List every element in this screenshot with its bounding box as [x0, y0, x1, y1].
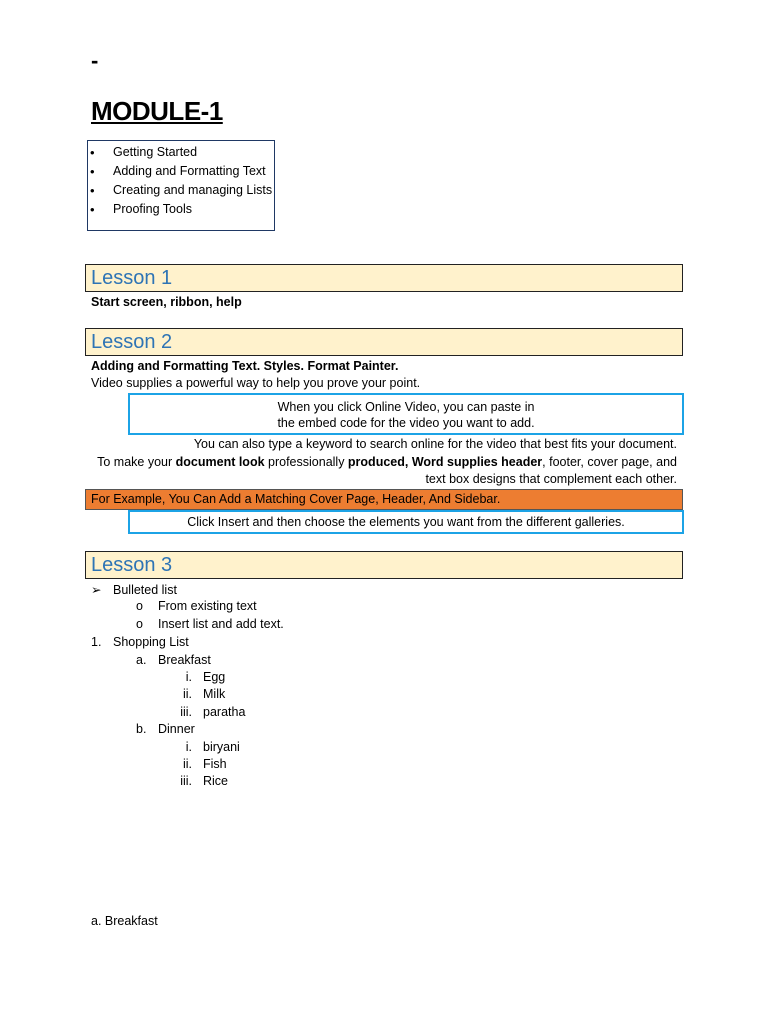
list-label: Shopping List [113, 635, 189, 649]
list-label: paratha [203, 705, 246, 719]
list-label: Egg [203, 670, 226, 684]
topic-label: Creating and managing Lists [113, 183, 273, 197]
lesson-1-subtitle: Start screen, ribbon, help [91, 295, 242, 309]
list-roman: i. [185, 740, 192, 754]
circle-bullet-icon: o [136, 599, 143, 613]
topic-label: Adding and Formatting Text [113, 164, 266, 178]
topic-label: Proofing Tools [113, 202, 192, 216]
keyword-paragraph: You can also type a keyword to search online for the video that best fits your document. [193, 437, 677, 451]
list-item [136, 617, 284, 631]
bullet-icon: • [90, 202, 95, 217]
dash-mark: - [91, 48, 99, 73]
list-label: Dinner [158, 722, 195, 736]
list-item [136, 599, 257, 613]
list-label: Insert list and add text. [158, 617, 284, 631]
insert-callout-box: Click Insert and then choose the elements you want from the different galleries. [128, 510, 684, 534]
list-label: Rice [203, 774, 229, 788]
list-item [136, 722, 195, 736]
bullet-icon: • [90, 145, 95, 160]
para-bold-text: document look [175, 455, 265, 469]
para-text: , footer, cover page, and [542, 455, 677, 469]
lesson-3-heading: Lesson 3 [85, 551, 683, 579]
design-paragraph [85, 455, 677, 469]
list-label: biryani [203, 740, 240, 754]
para-text: To make your [97, 455, 176, 469]
list-roman: ii. [182, 687, 192, 701]
bullet-icon: • [90, 164, 95, 179]
list-label: Fish [203, 757, 227, 771]
example-highlight-bar: For Example, You Can Add a Matching Cover Page, Header, And Sidebar. [85, 489, 683, 510]
list-roman: i. [185, 670, 192, 684]
lesson-1-heading: Lesson 1 [85, 264, 683, 292]
topics-box [87, 140, 275, 231]
para-text: professionally [264, 455, 348, 469]
lesson-2-subtitle: Adding and Formatting Text. Styles. Format Painter. [91, 359, 399, 373]
list-letter: b. [136, 722, 147, 736]
topic-label: Getting Started [113, 145, 198, 159]
list-item [136, 653, 211, 667]
list-roman: iii. [180, 774, 192, 788]
callout-line: When you click Online Video, you can paste in [277, 400, 535, 414]
lesson-2-heading: Lesson 2 [85, 328, 683, 356]
list-roman: ii. [182, 757, 192, 771]
design-paragraph-line2: text box designs that complement each other. [425, 472, 677, 486]
para-bold-text: produced, Word supplies header [347, 455, 543, 469]
list-item [91, 582, 177, 597]
footer-note: a. Breakfast [91, 914, 158, 928]
module-title: MODULE-1 [91, 96, 223, 126]
lesson-2-intro: Video supplies a powerful way to help you prove your point. [91, 376, 421, 390]
arrow-bullet-icon: ➢ [91, 583, 102, 597]
list-number: 1. [91, 635, 102, 649]
list-label: From existing text [158, 599, 257, 613]
list-letter: a. [136, 653, 147, 667]
bullet-icon: • [90, 183, 95, 198]
list-label: Bulleted list [113, 583, 177, 597]
callout-line: the embed code for the video you want to add. [277, 416, 535, 430]
list-label: Milk [203, 687, 226, 701]
list-item [91, 635, 189, 649]
list-roman: iii. [180, 705, 192, 719]
video-callout-box [128, 393, 684, 435]
list-label: Breakfast [158, 653, 211, 667]
circle-bullet-icon: o [136, 617, 143, 631]
